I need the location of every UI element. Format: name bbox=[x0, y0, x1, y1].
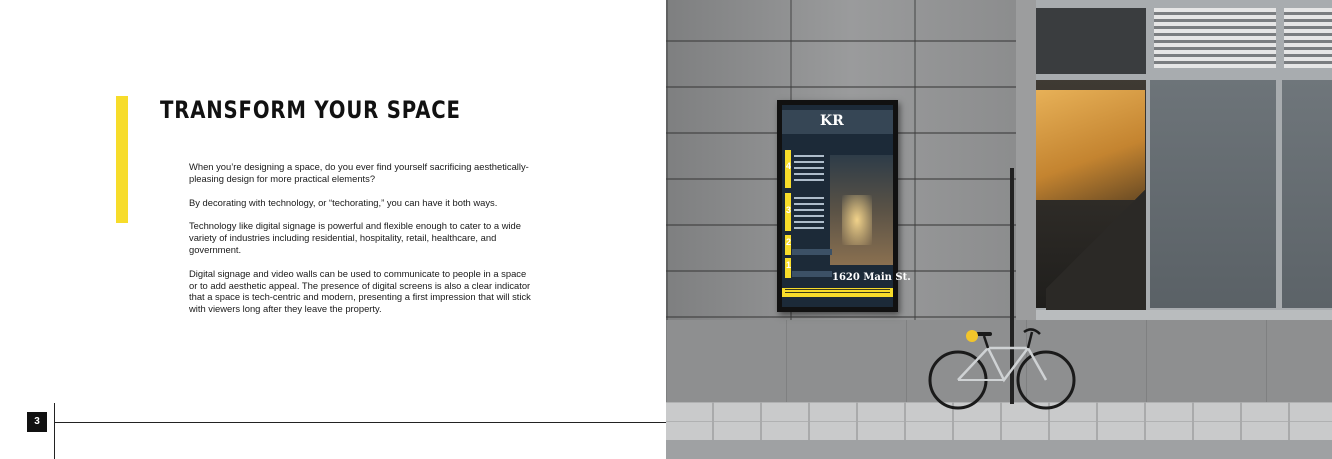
sign-screen bbox=[782, 105, 911, 307]
vent-grille bbox=[1154, 8, 1276, 68]
accent-bar bbox=[116, 96, 128, 223]
window-pane bbox=[1030, 8, 1146, 74]
paragraph: By decorating with technology, or “techorating,” you can have it both ways. bbox=[189, 196, 498, 208]
sign-lobby-light bbox=[842, 195, 872, 245]
footer-vertical-rule bbox=[54, 403, 55, 459]
tenant-line bbox=[794, 203, 824, 205]
sign-bar bbox=[792, 271, 832, 277]
digital-sign bbox=[777, 100, 911, 312]
sign-ticker-line bbox=[785, 289, 890, 293]
tenant-line bbox=[794, 227, 824, 229]
floor-number: 2 bbox=[786, 237, 792, 247]
tenant-line bbox=[794, 209, 824, 211]
tenant-line bbox=[794, 179, 824, 181]
window-pane bbox=[1282, 80, 1332, 308]
floor-number: 3 bbox=[786, 205, 792, 215]
paragraph: When you’re designing a space, do you ever find yourself sacrificing aesthetically-pleasing design for more practical elements? bbox=[189, 161, 529, 184]
sign-bar bbox=[792, 249, 832, 255]
bicycle-image bbox=[928, 318, 1078, 413]
tenant-line bbox=[794, 215, 824, 217]
tenant-line bbox=[794, 161, 824, 163]
building-photo bbox=[666, 0, 1332, 459]
tenant-line bbox=[794, 173, 824, 175]
page-number: 3 bbox=[27, 412, 47, 432]
paragraph: Digital signage and video walls can be used to communicate to people in a space or to add aesthetic appeal. The presence of digital screens is also a clear indicator that a space is tech-centric and modern, presenting a first impression that will stick with viewers long after they leave the property. bbox=[189, 267, 531, 315]
vent-grille bbox=[1284, 8, 1332, 68]
floor-number: 1 bbox=[786, 260, 792, 270]
floor-number: 4 bbox=[786, 161, 792, 171]
tenant-line bbox=[794, 197, 824, 199]
window-interior-light bbox=[1030, 90, 1145, 200]
body-text bbox=[189, 161, 534, 327]
window-pane bbox=[1150, 80, 1276, 308]
tenant-line bbox=[794, 221, 824, 223]
sign-logo: KR bbox=[820, 113, 844, 129]
sign-ticker bbox=[782, 288, 893, 297]
paragraph: Technology like digital signage is powerful and flexible enough to cater to a wide variety of industries including residential, hospitality, retail, healthcare, and government. bbox=[189, 220, 521, 255]
footer-horizontal-rule bbox=[54, 422, 666, 423]
page-title: TRANSFORM YOUR SPACE bbox=[160, 96, 461, 124]
tenant-line bbox=[794, 155, 824, 157]
window-staircase bbox=[1046, 190, 1146, 310]
tenant-line bbox=[794, 167, 824, 169]
curb bbox=[666, 440, 1332, 459]
sign-address: 1620 Main St. bbox=[832, 272, 911, 283]
